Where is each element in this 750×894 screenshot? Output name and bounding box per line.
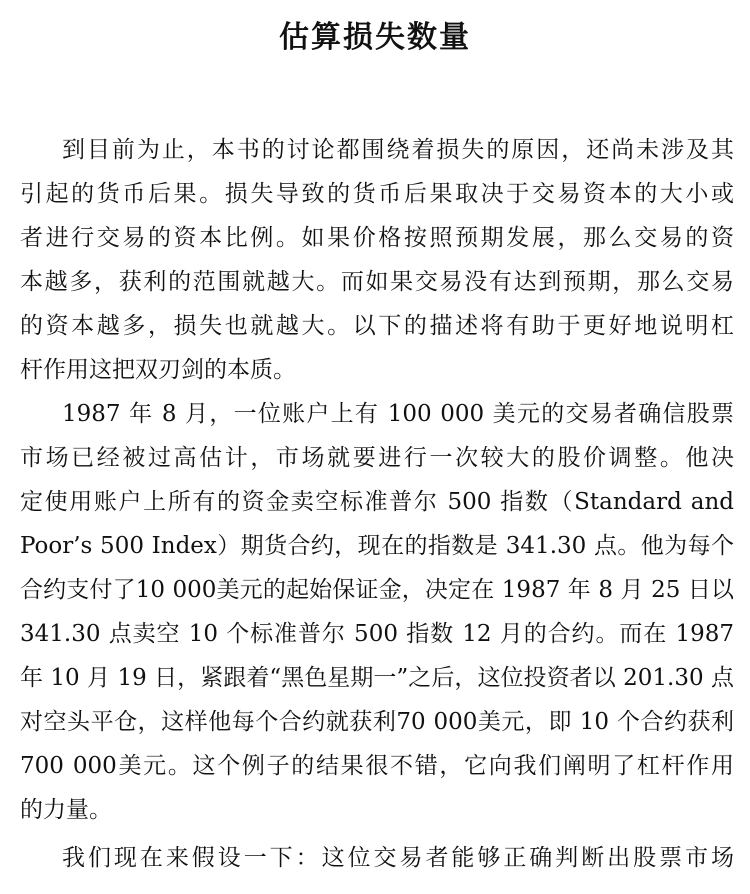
- paragraph-1-line-5: 的资本越多，损失也就越大。以下的描述将有助于更好地说明杠: [20, 313, 734, 339]
- paragraph-1-line-2: 引起的货币后果。损失导致的货币后果取决于交易资本的大小或: [20, 181, 734, 207]
- paragraph-2-line-9: 700 000美元。这个例子的结果很不错，它向我们阐明了杠杆作用: [20, 753, 734, 779]
- paragraph-2-line-3: 定使用账户上所有的资金卖空标准普尔 500 指数（Standard and: [20, 489, 734, 515]
- paragraph-2-line-2: 市场已经被过高估计，市场就要进行一次较大的股价调整。他决: [20, 445, 734, 471]
- paragraph-2-line-5: 合约支付了10 000美元的起始保证金，决定在 1987 年 8 月 25 日以: [20, 577, 734, 603]
- paragraph-2-line-1: 1987 年 8 月，一位账户上有 100 000 美元的交易者确信股票: [62, 401, 734, 427]
- paragraph-2-line-4: Poor’s 500 Index）期货合约，现在的指数是 341.30 点。他为每个: [20, 533, 734, 559]
- paragraph-1-line-3: 者进行交易的资本比例。如果价格按照预期发展，那么交易的资: [20, 225, 734, 251]
- page-title: 估算损失数量: [279, 20, 471, 55]
- paragraph-1-line-6: 杆作用这把双刃剑的本质。: [20, 357, 296, 383]
- paragraph-3-line-1: 我们现在来假设一下：这位交易者能够正确判断出股票市场: [62, 845, 734, 871]
- paragraph-1-line-4: 本越多，获利的范围就越大。而如果交易没有达到预期，那么交易: [20, 269, 734, 295]
- paragraph-2-line-10: 的力量。: [20, 797, 112, 823]
- paragraph-2-line-6: 341.30 点卖空 10 个标准普尔 500 指数 12 月的合约。而在 1987: [20, 621, 734, 647]
- paragraph-2-line-7: 年 10 月 19 日，紧跟着“黑色星期一”之后，这位投资者以 201.30 点: [20, 665, 734, 691]
- paragraph-2-line-8: 对空头平仓，这样他每个合约就获利70 000美元，即 10 个合约获利: [20, 709, 734, 735]
- paragraph-1-line-1: 到目前为止，本书的讨论都围绕着损失的原因，还尚未涉及其: [62, 137, 734, 163]
